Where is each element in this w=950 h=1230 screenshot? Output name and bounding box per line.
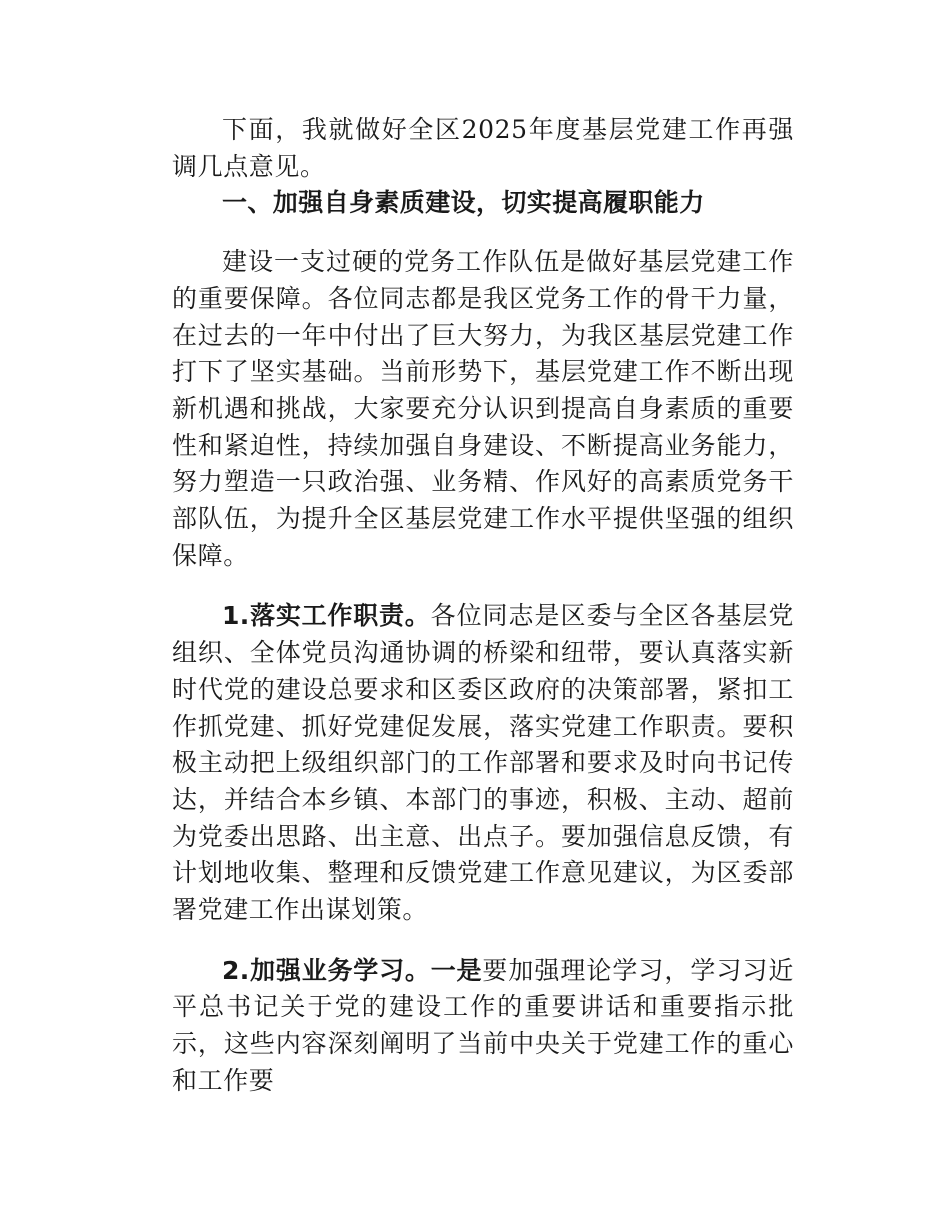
item-1-paragraph [172, 598, 794, 928]
intro-text: 下面，我就做好全区2025年度基层党建工作再强调几点意见。 [172, 115, 794, 181]
item-2-lead: 2.加强业务学习。 [222, 955, 431, 985]
intro-paragraph [172, 112, 794, 185]
section-1-body-text: 建设一支过硬的党务工作队伍是做好基层党建工作的重要保障。各位同志都是我区党务工作的骨干力量，在过去的一年中付出了巨大努力，为我区基层党建工作打下了坚实基础。当前形势下，基层党建工作不断出现新机遇和挑战，大家要充分认识到提高自身素质的重要性和紧迫性，持续加强自身建设、不断提高业务能力，努力塑造一只政治强、业务精、作风好的高素质党务干部队伍，为提升全区基层党建工作水平提供坚强的组织保障。 [172, 247, 794, 570]
section-1-heading [172, 185, 794, 222]
section-1-heading-text: 一、加强自身素质建设，切实提高履职能力 [222, 188, 705, 218]
item-1-lead: 1.落实工作职责。 [222, 601, 431, 631]
section-1-paragraph [172, 244, 794, 574]
item-2-paragraph [172, 953, 794, 1100]
item-2-sub-lead: 一是 [430, 955, 483, 985]
document-body [172, 112, 794, 1100]
item-1-body-text: 各位同志是区委与全区各基层党组织、全体党员沟通协调的桥梁和纽带，要认真落实新时代党的建设总要求和区委区政府的决策部署，紧扣工作抓党建、抓好党建促发展，落实党建工作职责。要积极主动把上级组织部门的工作部署和要求及时向书记传达，并结合本乡镇、本部门的事迹，积极、主动、超前为党委出思路、出主意、出点子。要加强信息反馈，有计划地收集、整理和反馈党建工作意见建议，为区委部署党建工作出谋划策。 [172, 601, 794, 925]
item-2-body-text: 要加强理论学习，学习习近平总书记关于党的建设工作的重要讲话和重要指示批示，这些内容深刻阐明了当前中央关于党建工作的重心和工作要 [172, 955, 794, 1095]
